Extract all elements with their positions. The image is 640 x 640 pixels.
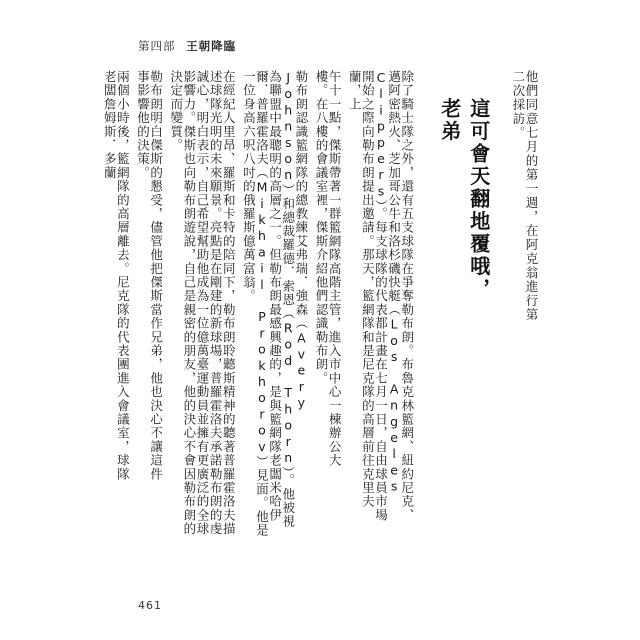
running-head-title: 王朝降臨	[186, 39, 237, 53]
body-column: 除了騎士隊之外，還有五支球隊在爭奪勒布朗。布魯克林籃網、紐約尼克、邁阿密熱火、芝加哥公牛和洛杉磯快艇（Los Angeles Clippers）。每支球隊的代表都計畫在七月一日，自由球員市場開始之際向勒布朗提出邀請。那天，籃網隊和是尼克隊的高層前往克里夫蘭，上	[347, 70, 415, 523]
running-head-part: 第四部	[138, 39, 176, 53]
body-column: 兩個小時後，籃網隊的高層離去。尼克隊的代表團進入會議室，球隊老闆詹姆斯．多蘭	[102, 70, 131, 481]
lead-line: 他們同意七月的第一週，在阿克翁進行第二次採訪。	[510, 70, 539, 322]
page-number: 461	[138, 599, 162, 612]
body-column: 勒布朗認識籃網隊的總教練艾弗瑞．強森（Avery Johnson）和總裁羅德．索恩（Rod Thorn）。他被視為聯盟中最聰明的高層之一。但勒布朗最感興趣的，是與籃網隊老闆米哈伊爾．普羅霍洛夫（Mikhail Prokhorov）見面。他是一位身高六呎八吋的俄羅斯億萬富翁。	[241, 70, 309, 538]
running-head	[138, 38, 236, 54]
chapter-heading: 這可會天翻地覆哦，老弟	[437, 98, 491, 301]
body-column: 在經紀人里昂、羅斯和卡特的陪同下，勒布朗聆聽斯精神的聽著普羅霍洛夫描述球隊光明的未來願景。亮點是在剛建的新球場，普羅霍洛夫承諾勒布朗的虔誠心，明白表示，自己希望幫助他成為一位億萬臺運動員並擁有更廣泛的全球影響力。傑斯也向勒布朗遊說，自己是親密的朋友，他的決心不會因勒布朗的決定而變質。	[168, 70, 237, 536]
body-column: 勒布朗明白傑斯的懇受，儘管他把傑斯當作兄弟，他也決心不讓這件事影響他的決策。	[135, 70, 164, 481]
body-column: 午十一點，傑斯帶著一群籃網隊高階主管，進入市中心一棟辦公大樓。在八樓的會議室裡，傑斯介紹他們認識勒布朗。	[314, 70, 343, 468]
vertical-text-block	[102, 70, 539, 570]
